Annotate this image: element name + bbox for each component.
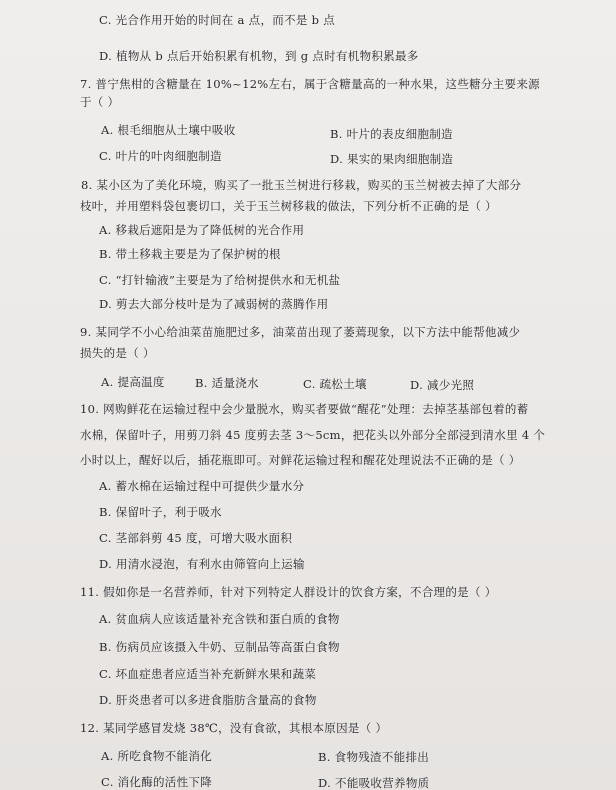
q12-option-b: B. 食物残渣不能排出 — [318, 750, 430, 764]
q9-option-d: D. 减少光照 — [410, 378, 475, 392]
q6-option-c: C. 光合作用开始的时间在 a 点，而不是 b 点 — [99, 13, 336, 27]
q8-option-a: A. 移栽后遮阳是为了降低树的光合作用 — [99, 223, 305, 237]
q10-stem-line3: 小时以上，醒好以后，插花瓶即可。对鲜花运输过程和醒花处理说法不正确的是（ ） — [80, 453, 521, 467]
q7-stem-line2: 于（ ） — [80, 95, 120, 109]
q9-stem-line1: 9. 某同学不小心给油菜苗施肥过多，油菜苗出现了萎蔫现象，以下方法中能帮他减少 — [80, 325, 521, 339]
q7-option-a: A. 根毛细胞从土壤中吸收 — [101, 123, 236, 137]
q10-option-c: C. 茎部斜剪 45 度，可增大吸水面积 — [99, 531, 293, 545]
q8-stem-line2: 枝叶，并用塑料袋包裹切口，关于玉兰树移栽的做法，下列分析不正确的是（ ） — [80, 199, 497, 213]
q11-option-c: C. 坏血症患者应适当补充新鲜水果和蔬菜 — [99, 667, 317, 681]
q12-option-d: D. 不能吸收营养物质 — [318, 776, 430, 790]
q6-option-d: D. 植物从 b 点后开始积累有机物，到 g 点时有机物积累最多 — [99, 49, 419, 63]
q11-stem: 11. 假如你是一名营养师，针对下列特定人群设计的饮食方案，不合理的是（ ） — [80, 585, 497, 599]
q8-option-c: C. “打针输液”主要是为了给树提供水和无机盐 — [99, 273, 341, 287]
q10-option-b: B. 保留叶子，利于吸水 — [99, 505, 222, 519]
q7-option-d: D. 果实的果肉细胞制造 — [330, 152, 454, 166]
q7-option-c: C. 叶片的叶肉细胞制造 — [99, 149, 222, 163]
q11-option-d: D. 肝炎患者可以多进食脂肪含量高的食物 — [99, 693, 317, 707]
q7-option-b: B. 叶片的表皮细胞制造 — [330, 127, 453, 141]
q9-option-c: C. 疏松土壤 — [303, 377, 367, 391]
q11-option-a: A. 贫血病人应该适量补充含铁和蛋白质的食物 — [99, 612, 340, 626]
q10-option-a: A. 蓄水棉在运输过程中可提供少量水分 — [99, 479, 305, 493]
q10-option-d: D. 用清水浸泡，有利水由筛管向上运输 — [99, 557, 305, 571]
q8-stem-line1: 8. 某小区为了美化环境，购买了一批玉兰树进行移栽，购买的玉兰树被去掉了大部分 — [81, 178, 522, 192]
q7-stem-line1: 7. 普宁焦柑的含糖量在 10%~12%左右，属于含糖量高的一种水果，这些糖分主要来源 — [80, 77, 540, 91]
q9-option-b: B. 适量浇水 — [195, 376, 259, 390]
q10-stem-line2: 水棉，保留叶子，用剪刀斜 45 度剪去茎 3～5cm，把花头以外部分全部浸到清水里 4 个 — [80, 428, 546, 442]
q12-stem: 12. 某同学感冒发烧 38℃，没有食欲，其根本原因是（ ） — [80, 721, 388, 735]
q8-option-d: D. 剪去大部分枝叶是为了减弱树的蒸腾作用 — [99, 297, 329, 311]
q10-stem-line1: 10. 网购鲜花在运输过程中会少量脱水，购买者要做“醒花”处理：去掉茎基部包着的蓄 — [80, 402, 529, 416]
q11-option-b: B. 伤病员应该摄入牛奶、豆制品等高蛋白食物 — [99, 640, 340, 654]
q9-stem-line2: 损失的是（ ） — [80, 346, 155, 360]
q12-option-a: A. 所吃食物不能消化 — [101, 749, 212, 763]
q9-option-a: A. 提高温度 — [101, 375, 165, 389]
q8-option-b: B. 带土移栽主要是为了保护树的根 — [99, 247, 281, 261]
q12-option-c: C. 消化酶的活性下降 — [101, 775, 212, 789]
